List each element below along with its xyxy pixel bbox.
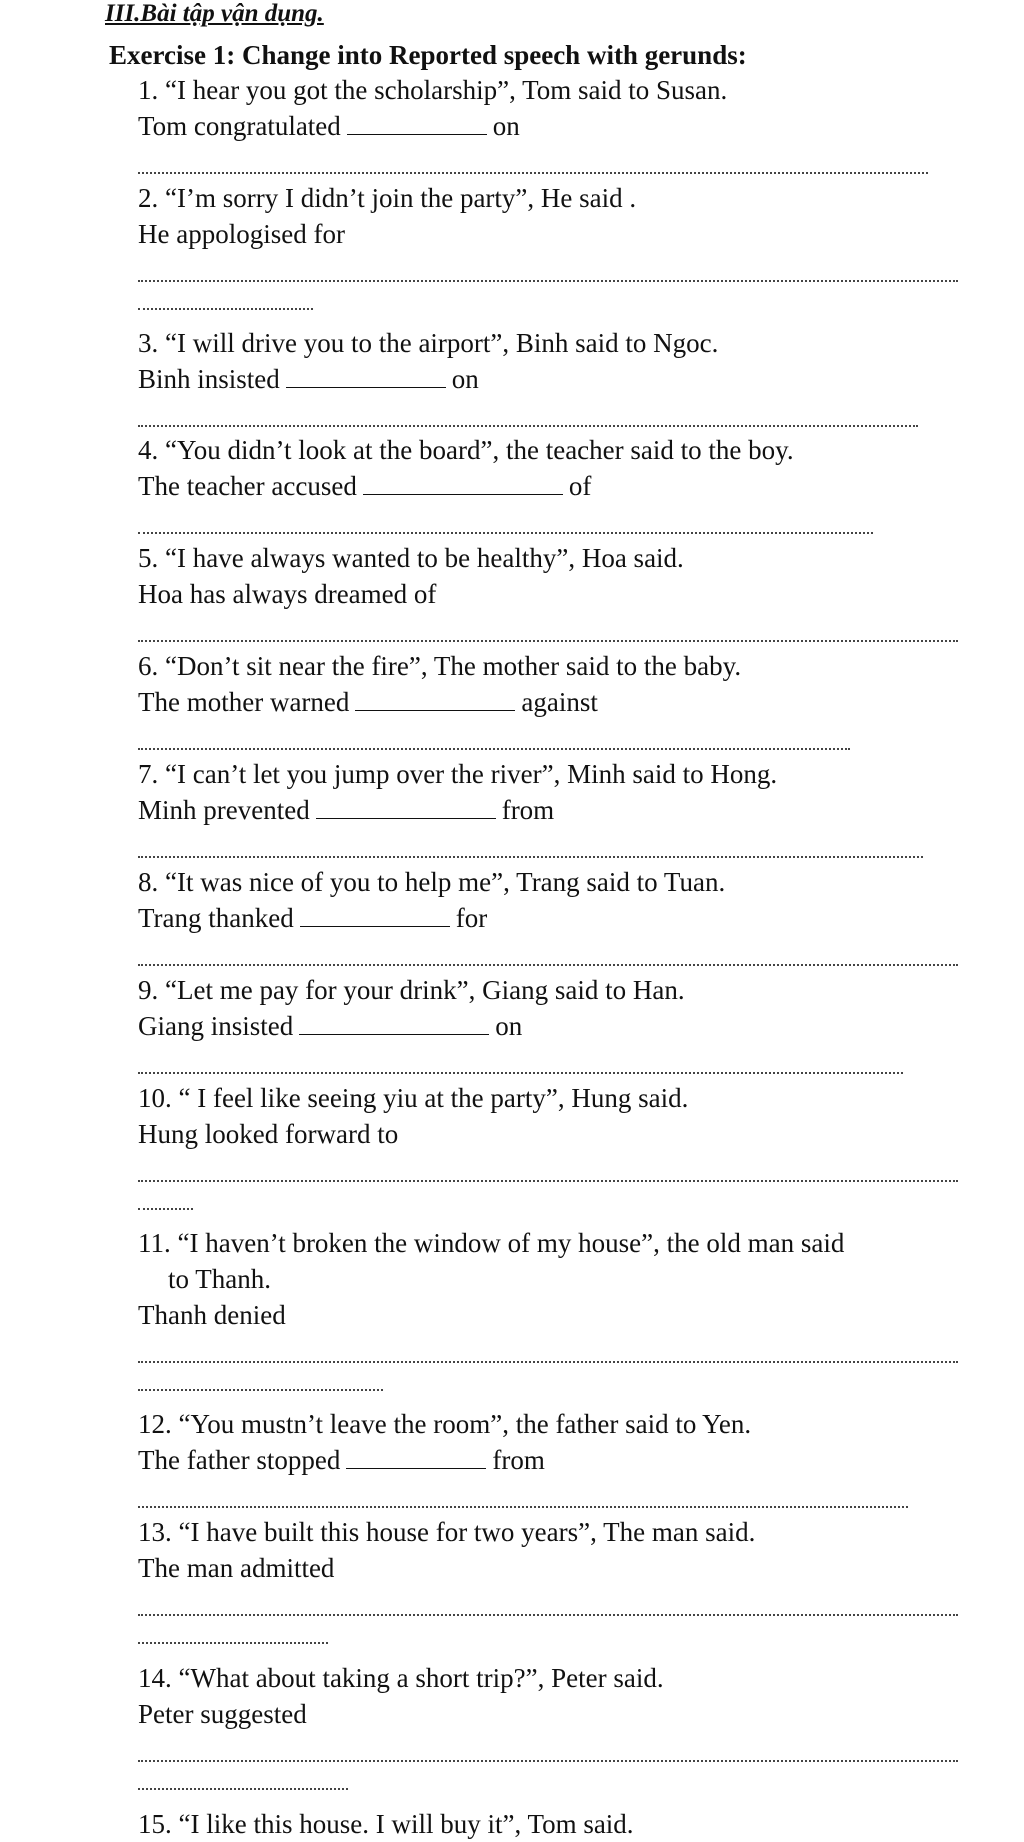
answer-start: Giang insisted xyxy=(138,1011,294,1041)
question-7 xyxy=(138,756,998,858)
answer-line xyxy=(138,900,998,936)
question-13 xyxy=(138,1514,998,1644)
answer-line xyxy=(138,361,998,397)
answer-start: Hung looked forward to xyxy=(138,1119,399,1149)
answer-end: from xyxy=(501,795,555,825)
answer-start: Binh insisted xyxy=(138,364,280,394)
dotted-answer-line[interactable] xyxy=(138,1058,903,1074)
question-10 xyxy=(138,1080,998,1210)
answer-blank[interactable] xyxy=(346,1446,486,1469)
answer-blank[interactable] xyxy=(363,472,563,495)
answer-end: from xyxy=(492,1445,545,1475)
question-11 xyxy=(138,1225,998,1391)
question-prompt: 8. “It was nice of you to help me”, Trang said to Tuan. xyxy=(138,867,726,897)
answer-line xyxy=(138,1550,998,1586)
dotted-answer-line[interactable] xyxy=(138,1774,348,1790)
dotted-answer-line[interactable] xyxy=(138,1347,958,1363)
answer-line xyxy=(138,108,998,144)
answer-line xyxy=(138,468,998,504)
answer-start: Minh prevented xyxy=(138,795,310,825)
question-9 xyxy=(138,972,998,1074)
question-prompt: 3. “I will drive you to the airport”, Binh said to Ngoc. xyxy=(138,328,719,358)
answer-end: on xyxy=(492,111,520,141)
answer-line xyxy=(138,684,998,720)
answer-line xyxy=(138,1297,998,1333)
question-prompt-continued: to Thanh. xyxy=(168,1264,271,1294)
question-2 xyxy=(138,180,998,310)
dotted-answer-line[interactable] xyxy=(138,266,958,282)
answer-end: for xyxy=(455,903,488,933)
question-prompt: 6. “Don’t sit near the fire”, The mother said to the baby. xyxy=(138,651,742,681)
answer-blank[interactable] xyxy=(347,112,487,135)
answer-line xyxy=(138,1116,998,1152)
dotted-answer-line[interactable] xyxy=(138,734,850,750)
dotted-answer-line[interactable] xyxy=(138,950,958,966)
question-5 xyxy=(138,540,998,642)
dotted-answer-line[interactable] xyxy=(138,158,928,174)
dotted-answer-line[interactable] xyxy=(138,626,958,642)
question-1 xyxy=(138,72,998,174)
dotted-answer-line[interactable] xyxy=(138,1194,193,1210)
question-prompt: 14. “What about taking a short trip?”, Peter said. xyxy=(138,1663,664,1693)
answer-blank[interactable] xyxy=(300,904,450,927)
question-prompt: 9. “Let me pay for your drink”, Giang said to Han. xyxy=(138,975,685,1005)
answer-line xyxy=(138,216,998,252)
question-prompt: 13. “I have built this house for two years”, The man said. xyxy=(138,1517,756,1547)
question-8 xyxy=(138,864,998,966)
answer-line xyxy=(138,1696,998,1732)
question-prompt: 11. “I haven’t broken the window of my house”, the old man said xyxy=(138,1228,845,1258)
section-title: III.Bài tập vận dụng. xyxy=(105,0,324,27)
dotted-answer-line[interactable] xyxy=(138,294,313,310)
dotted-answer-line[interactable] xyxy=(138,1746,958,1762)
question-prompt: 5. “I have always wanted to be healthy”, Hoa said. xyxy=(138,543,684,573)
answer-end: against xyxy=(521,687,598,717)
answer-start: Thanh denied xyxy=(138,1300,286,1330)
question-prompt: 1. “I hear you got the scholarship”, Tom said to Susan. xyxy=(138,75,728,105)
question-3 xyxy=(138,325,998,427)
dotted-answer-line[interactable] xyxy=(138,411,918,427)
dotted-answer-line[interactable] xyxy=(138,1166,958,1182)
answer-start: He appologised for xyxy=(138,219,345,249)
answer-line xyxy=(138,1442,998,1478)
answer-blank[interactable] xyxy=(316,796,496,819)
answer-start: The father stopped xyxy=(138,1445,341,1475)
answer-line xyxy=(138,1008,998,1044)
dotted-answer-line[interactable] xyxy=(138,1492,908,1508)
question-prompt: 2. “I’m sorry I didn’t join the party”, He said . xyxy=(138,183,637,213)
question-12 xyxy=(138,1406,998,1508)
answer-start: The man admitted xyxy=(138,1553,335,1583)
answer-end: on xyxy=(495,1011,523,1041)
answer-blank[interactable] xyxy=(286,365,446,388)
answer-end: on xyxy=(451,364,479,394)
question-14 xyxy=(138,1660,998,1790)
dotted-answer-line[interactable] xyxy=(138,1600,958,1616)
dotted-answer-line[interactable] xyxy=(138,518,873,534)
question-4 xyxy=(138,432,998,534)
answer-line xyxy=(138,792,998,828)
dotted-answer-line[interactable] xyxy=(138,842,923,858)
answer-start: The mother warned xyxy=(138,687,350,717)
answer-start: Peter suggested xyxy=(138,1699,307,1729)
answer-blank[interactable] xyxy=(299,1012,489,1035)
exercise-title: Exercise 1: Change into Reported speech with gerunds: xyxy=(109,40,747,70)
question-15-cut-off: 15. “I like this house. I will buy it”, Tom said. xyxy=(138,1809,634,1839)
dotted-answer-line[interactable] xyxy=(138,1375,383,1391)
question-prompt: 7. “I can’t let you jump over the river”, Minh said to Hong. xyxy=(138,759,778,789)
answer-start: The teacher accused xyxy=(138,471,357,501)
answer-line xyxy=(138,576,998,612)
answer-end: of xyxy=(568,471,592,501)
question-prompt: 10. “ I feel like seeing yiu at the party”, Hung said. xyxy=(138,1083,689,1113)
question-6 xyxy=(138,648,998,750)
answer-start: Tom congratulated xyxy=(138,111,341,141)
answer-start: Hoa has always dreamed of xyxy=(138,579,437,609)
answer-blank[interactable] xyxy=(355,688,515,711)
answer-start: Trang thanked xyxy=(138,903,294,933)
dotted-answer-line[interactable] xyxy=(138,1628,328,1644)
question-prompt: 12. “You mustn’t leave the room”, the father said to Yen. xyxy=(138,1409,752,1439)
question-prompt: 4. “You didn’t look at the board”, the teacher said to the boy. xyxy=(138,435,794,465)
